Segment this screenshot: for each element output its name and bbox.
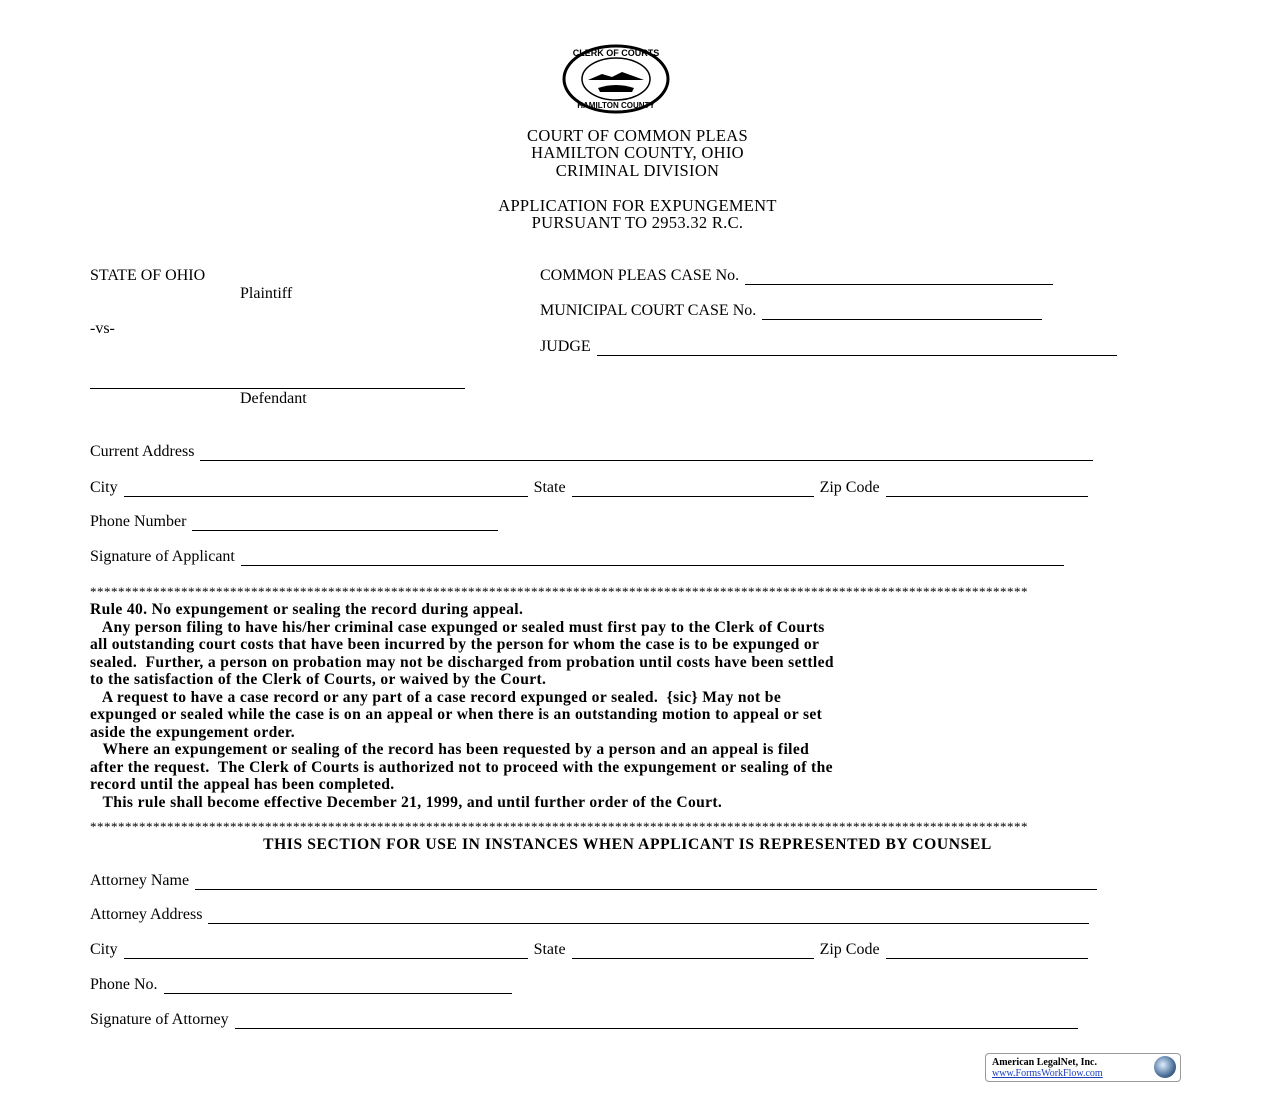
- rule-text-line: This rule shall become effective December 21, 1999, and until further order of the Court.: [90, 793, 723, 811]
- attorney-name-label: Attorney Name: [90, 872, 190, 889]
- judge-field[interactable]: [597, 341, 1117, 356]
- rule-text-line: after the request. The Clerk of Courts is authorized not to proceed with the expungement or sealing of the: [90, 758, 833, 776]
- plaintiff-label: Plaintiff: [240, 285, 293, 302]
- cp-case-field[interactable]: [745, 270, 1053, 285]
- footer-url[interactable]: www.FormsWorkFlow.com: [992, 1068, 1103, 1079]
- rule-text-line: expunged or sealed while the case is on an appeal or when there is an outstanding motion to appeal or set: [90, 706, 823, 723]
- address-field[interactable]: [200, 446, 1093, 461]
- attorney-state-label: State: [533, 941, 566, 958]
- attorney-address-label: Attorney Address: [90, 906, 203, 923]
- attorney-city-label: City: [90, 941, 118, 958]
- attorney-phone-label: Phone No.: [90, 976, 158, 993]
- attorney-city-field[interactable]: [124, 944, 528, 959]
- form-subtitle: PURSUANT TO 2953.32 R.C.: [531, 213, 744, 232]
- attorney-state-field[interactable]: [572, 944, 814, 959]
- rule-text-line: sealed. Further, a person on probation may not be discharged from probation until costs have been settled: [90, 653, 834, 671]
- rule-text-line: Any person filing to have his/her criminal case expunged or sealed must first pay to the Clerk of Courts: [90, 618, 825, 636]
- city-field[interactable]: [124, 482, 528, 497]
- footer-badge: [985, 1053, 1181, 1082]
- city-label: City: [90, 479, 118, 496]
- applicant-signature-label: Signature of Applicant: [90, 548, 235, 565]
- phone-field[interactable]: [192, 516, 498, 531]
- county-name: HAMILTON COUNTY, OHIO: [531, 143, 744, 162]
- phone-label: Phone Number: [90, 513, 187, 530]
- attorney-phone-field[interactable]: [164, 979, 512, 994]
- separator-stars: **************************************************************************************************************************************: [90, 820, 1028, 834]
- attorney-name-field[interactable]: [195, 875, 1097, 890]
- attorney-signature-label: Signature of Attorney: [90, 1011, 229, 1028]
- globe-logo-icon: [1154, 1056, 1176, 1078]
- rule-text-line: to the satisfaction of the Clerk of Courts, or waived by the Court.: [90, 671, 547, 688]
- attorney-zip-label: Zip Code: [819, 941, 880, 958]
- address-label: Current Address: [90, 443, 195, 460]
- rule-text-line: record until the appeal has been completed.: [90, 776, 395, 793]
- state-field[interactable]: [572, 482, 814, 497]
- versus-label: -vs-: [90, 320, 115, 337]
- counsel-section-heading: THIS SECTION FOR USE IN INSTANCES WHEN APPLICANT IS REPRESENTED BY COUNSEL: [263, 836, 992, 853]
- attorney-zip-field[interactable]: [886, 944, 1088, 959]
- svg-text:HAMILTON COUNTY: HAMILTON COUNTY: [577, 101, 655, 110]
- attorney-address-field[interactable]: [208, 909, 1089, 924]
- applicant-signature-field[interactable]: [241, 551, 1064, 566]
- defendant-label: Defendant: [240, 390, 307, 407]
- cp-case-label: COMMON PLEAS CASE No.: [540, 267, 740, 284]
- rule-text-line: Where an expungement or sealing of the record has been requested by a person and an appeal is filed: [90, 741, 810, 758]
- svg-text:CLERK OF COURTS: CLERK OF COURTS: [572, 48, 660, 58]
- defendant-name-field[interactable]: [90, 374, 465, 389]
- state-label: State: [533, 479, 566, 496]
- attorney-signature-field[interactable]: [235, 1014, 1078, 1029]
- form-title: APPLICATION FOR EXPUNGEMENT: [498, 196, 777, 215]
- plaintiff-name: STATE OF OHIO: [90, 267, 206, 284]
- rule-text-line: aside the expungement order.: [90, 723, 296, 741]
- separator-stars: **************************************************************************************************************************************: [90, 585, 1028, 599]
- clerk-of-courts-seal: [562, 44, 670, 114]
- zip-label: Zip Code: [819, 479, 880, 496]
- rule-text-line: Rule 40. No expungement or sealing the record during appeal.: [90, 601, 524, 618]
- division-name: CRIMINAL DIVISION: [555, 161, 720, 180]
- rule-text-line: all outstanding court costs that have been incurred by the person for whom the case is to be expunged or: [90, 636, 820, 653]
- zip-field[interactable]: [886, 482, 1088, 497]
- footer-company: American LegalNet, Inc.: [992, 1057, 1097, 1068]
- muni-case-label: MUNICIPAL COURT CASE No.: [540, 302, 757, 319]
- judge-label: JUDGE: [540, 338, 591, 355]
- rule-text-line: A request to have a case record or any part of a case record expunged or sealed. {sic} May not be: [90, 688, 782, 706]
- court-name: COURT OF COMMON PLEAS: [527, 126, 748, 145]
- muni-case-field[interactable]: [762, 305, 1042, 320]
